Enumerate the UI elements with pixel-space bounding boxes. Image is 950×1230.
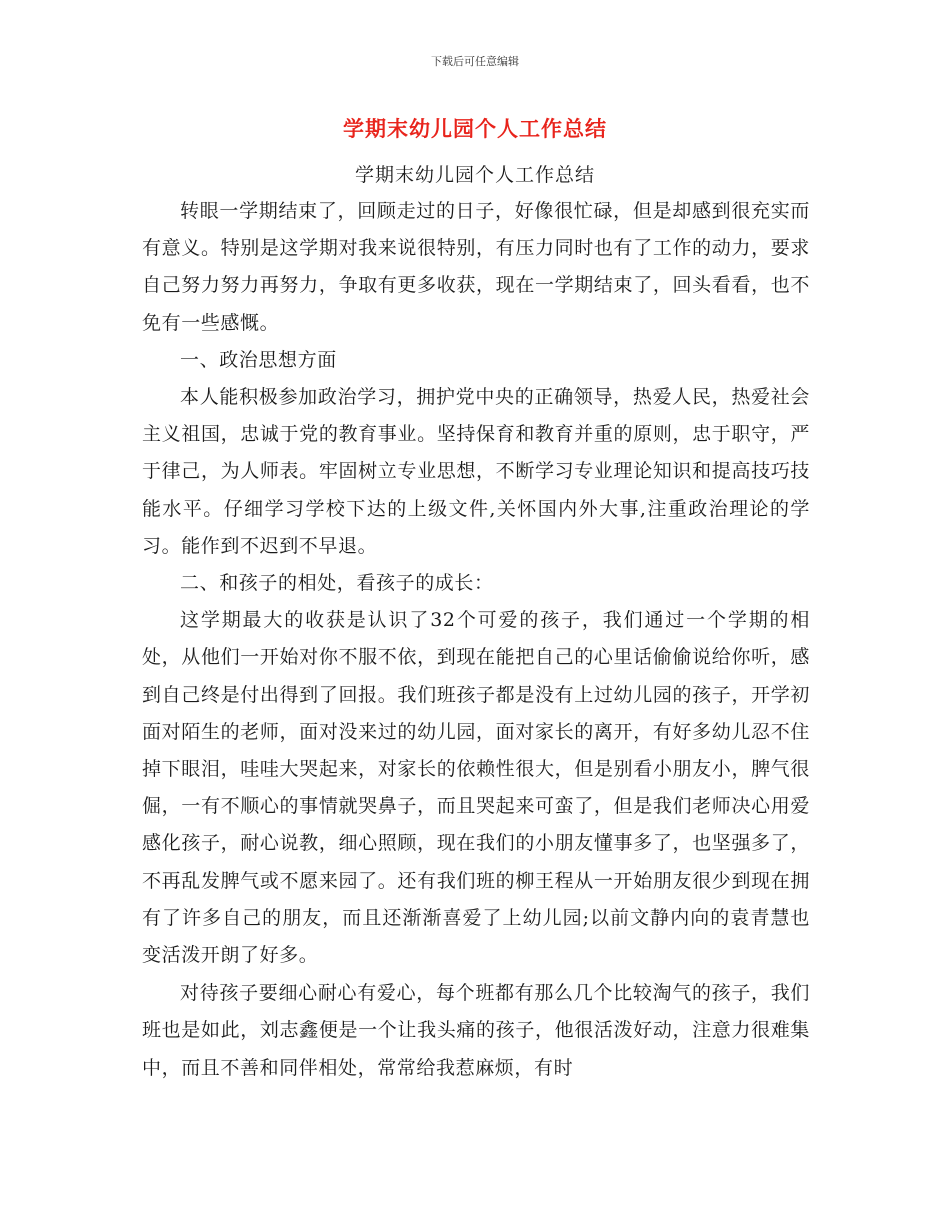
header-note: 下载后可任意编辑 xyxy=(431,55,519,68)
paragraph-politics: 本人能积极参加政治学习，拥护党中央的正确领导，热爱人民，热爱社会主义祖国，忠诚于党的教育事业。坚持保育和教育并重的原则，忠于职守，严于律己，为人师表。牢固树立专业思想，不断学习专业理论知识和提高技巧技能水平。仔细学习学校下达的上级文件,关怀国内外大事,注重政治理论的学习。能作到不迟到不早退。 xyxy=(142,386,810,557)
document-title: 学期末幼儿园个人工作总结 xyxy=(343,117,607,141)
document-subtitle: 学期末幼儿园个人工作总结 xyxy=(354,164,595,186)
section-heading-politics: 一、政治思想方面 xyxy=(180,348,337,371)
paragraph-care: 对待孩子要细心耐心有爱心，每个班都有那么几个比较淘气的孩子，我们班也是如此，刘志鑫便是一个让我头痛的孩子，他很活泼好动，注意力很难集中，而且不善和同伴相处，常常给我惹麻烦，有时 xyxy=(142,982,810,1079)
document-body xyxy=(142,193,810,1087)
paragraph-intro: 转眼一学期结束了，回顾走过的日子，好像很忙碌，但是却感到很充实而有意义。特别是这学期对我来说很特别，有压力同时也有了工作的动力，要求自己努力努力再努力，争取有更多收获，现在一学期结束了，回头看看，也不免有一些感慨。 xyxy=(142,200,810,334)
section-heading-children: 二、和孩子的相处，看孩子的成长： xyxy=(180,572,494,595)
paragraph-children: 这学期最大的收获是认识了32个可爱的孩子，我们通过一个学期的相处，从他们一开始对你不服不依，到现在能把自己的心里话偷偷说给你听，感到自己终是付出得到了回报。我们班孩子都是没有上过幼儿园的孩子，开学初面对陌生的老师，面对没来过的幼儿园，面对家长的离开，有好多幼儿忍不住掉下眼泪，哇哇大哭起来，对家长的依赖性很大，但是别看小朋友小，脾气很倔，一有不顺心的事情就哭鼻子，而且哭起来可蛮了，但是我们老师决心用爱感化孩子，耐心说教，细心照顾，现在我们的小朋友懂事多了，也坚强多了，不再乱发脾气或不愿来园了。还有我们班的柳王程从一开始朋友很少到现在拥有了许多自己的朋友，而且还渐渐喜爱了上幼儿园;以前文静内向的袁青慧也变活泼开朗了好多。 xyxy=(142,609,810,967)
